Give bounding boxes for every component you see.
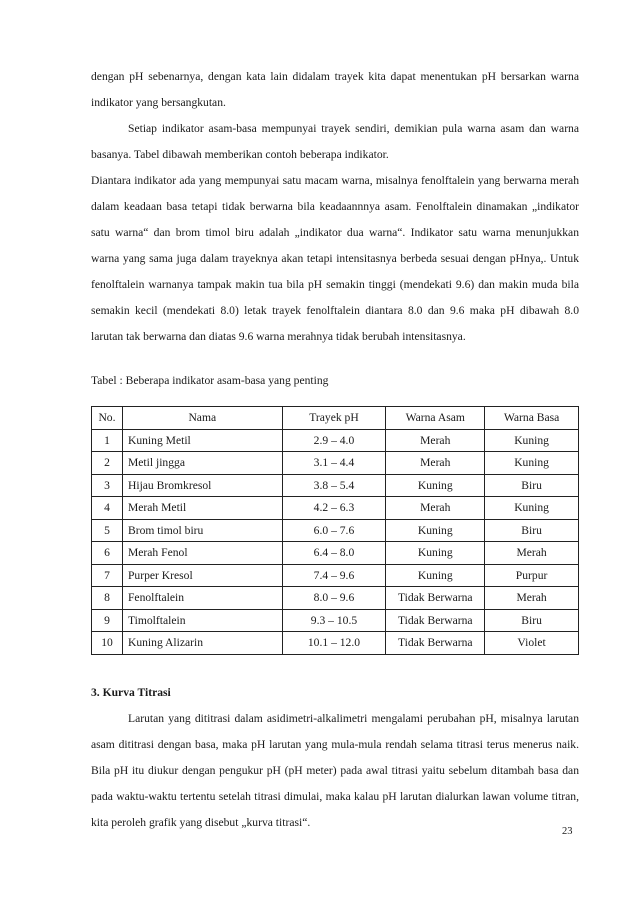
table-header-cell: No.: [92, 407, 123, 430]
table-cell: 1: [92, 429, 123, 452]
table-cell: 4: [92, 497, 123, 520]
table-caption: Tabel : Beberapa indikator asam-basa yang penting: [91, 374, 329, 387]
table-cell: 5: [92, 519, 123, 542]
paragraph: Diantara indikator ada yang mempunyai satu macam warna, misalnya fenolftalein yang berwarna merah dalam keadaan basa tetapi tidak berwarna bila keadaannnya asam. Fenolftalein dinamakan „indikator satu warna“ dan brom timol biru adalah „indikator dua warna“. Indikator satu warna menunjukkan warna yang sama juga dalam trayeknya akan tetapi intensitasnya berbeda sesuai dengan pHnya,. Untuk fenolftalein warnanya tampak makin tua bila pH semakin tinggi (mendekati 9.6) dan makin muda bila semakin kecil (mendekati 8.0) letak trayek fenolftalein diantara 8.0 dan 9.6 maka pH dibawah 8.0 larutan tak berwarna dan diatas 9.6 warna merahnya tidak berubah intensitasnya.: [91, 174, 579, 343]
table-body: [92, 429, 579, 654]
table-cell: 9: [92, 609, 123, 632]
table-cell: Merah Fenol: [122, 542, 282, 565]
table-cell: 7.4 – 9.6: [282, 564, 386, 587]
table-cell: 3.8 – 5.4: [282, 474, 386, 497]
table-cell: 3.1 – 4.4: [282, 452, 386, 475]
table-cell: Purpur: [485, 564, 579, 587]
table-cell: 6.4 – 8.0: [282, 542, 386, 565]
table-cell: Kuning: [386, 519, 485, 542]
document-page: [91, 64, 579, 836]
table-cell: Tidak Berwarna: [386, 587, 485, 610]
table-cell: Merah: [386, 429, 485, 452]
table-header-row: [92, 407, 579, 430]
table-header-cell: Trayek pH: [282, 407, 386, 430]
table-cell: Fenolftalein: [122, 587, 282, 610]
paragraph: Larutan yang dititrasi dalam asidimetri-alkalimetri mengalami perubahan pH, misalnya larutan asam dititrasi dengan basa, maka pH larutan yang mula-mula rendah selama titrasi terus menerus naik. Bila pH itu diukur dengan pengukur pH (pH meter) pada awal titrasi yaitu sebelum ditambah basa dan pada waktu-waktu tertentu setelah titrasi dimulai, maka kalau pH larutan dialurkan lawan volume titran, kita peroleh grafik yang disebut „kurva titrasi“.: [91, 711, 579, 829]
paragraph: Setiap indikator asam-basa mempunyai trayek sendiri, demikian pula warna asam dan warna basanya. Tabel dibawah memberikan contoh beberapa indikator.: [91, 122, 579, 161]
table-row: [92, 474, 579, 497]
table-row: [92, 429, 579, 452]
table-cell: Kuning: [485, 497, 579, 520]
table-cell: 4.2 – 6.3: [282, 497, 386, 520]
table-cell: Merah: [485, 542, 579, 565]
page-number: 23: [562, 826, 573, 837]
table-cell: Merah: [386, 452, 485, 475]
table-cell: Kuning: [386, 542, 485, 565]
table-cell: Tidak Berwarna: [386, 632, 485, 655]
table-cell: Kuning Alizarin: [122, 632, 282, 655]
table-row: [92, 519, 579, 542]
table-cell: 6: [92, 542, 123, 565]
table-cell: Kuning: [386, 474, 485, 497]
table-cell: Kuning: [485, 429, 579, 452]
indicator-table: [91, 406, 579, 655]
table-cell: Brom timol biru: [122, 519, 282, 542]
table-cell: 8.0 – 9.6: [282, 587, 386, 610]
table-cell: 2.9 – 4.0: [282, 429, 386, 452]
table-row: [92, 632, 579, 655]
table-cell: 3: [92, 474, 123, 497]
table-cell: Biru: [485, 609, 579, 632]
table-row: [92, 564, 579, 587]
table-cell: 7: [92, 564, 123, 587]
table-cell: Metil jingga: [122, 452, 282, 475]
table-row: [92, 609, 579, 632]
table-header-cell: Warna Basa: [485, 407, 579, 430]
table-header-cell: Nama: [122, 407, 282, 430]
table-cell: 9.3 – 10.5: [282, 609, 386, 632]
table-cell: Hijau Bromkresol: [122, 474, 282, 497]
table-cell: Merah Metil: [122, 497, 282, 520]
table-cell: Kuning: [485, 452, 579, 475]
table-cell: Purper Kresol: [122, 564, 282, 587]
table-cell: Violet: [485, 632, 579, 655]
table-cell: 2: [92, 452, 123, 475]
table-cell: 8: [92, 587, 123, 610]
table-cell: Kuning Metil: [122, 429, 282, 452]
table-cell: Tidak Berwarna: [386, 609, 485, 632]
table-header-cell: Warna Asam: [386, 407, 485, 430]
table-cell: 10: [92, 632, 123, 655]
table-cell: Merah: [386, 497, 485, 520]
table-cell: Timolftalein: [122, 609, 282, 632]
table-cell: 6.0 – 7.6: [282, 519, 386, 542]
section-heading: 3. Kurva Titrasi: [91, 685, 171, 699]
table-row: [92, 452, 579, 475]
table-row: [92, 587, 579, 610]
table-cell: 10.1 – 12.0: [282, 632, 386, 655]
top-paragraphs: [91, 64, 579, 350]
table-cell: Biru: [485, 474, 579, 497]
bottom-paragraphs: [91, 706, 579, 836]
table-row: [92, 542, 579, 565]
table-cell: Biru: [485, 519, 579, 542]
table-cell: Merah: [485, 587, 579, 610]
table-cell: Kuning: [386, 564, 485, 587]
paragraph: dengan pH sebenarnya, dengan kata lain didalam trayek kita dapat menentukan pH bersarkan warna indikator yang bersangkutan.: [91, 70, 579, 109]
table-row: [92, 497, 579, 520]
